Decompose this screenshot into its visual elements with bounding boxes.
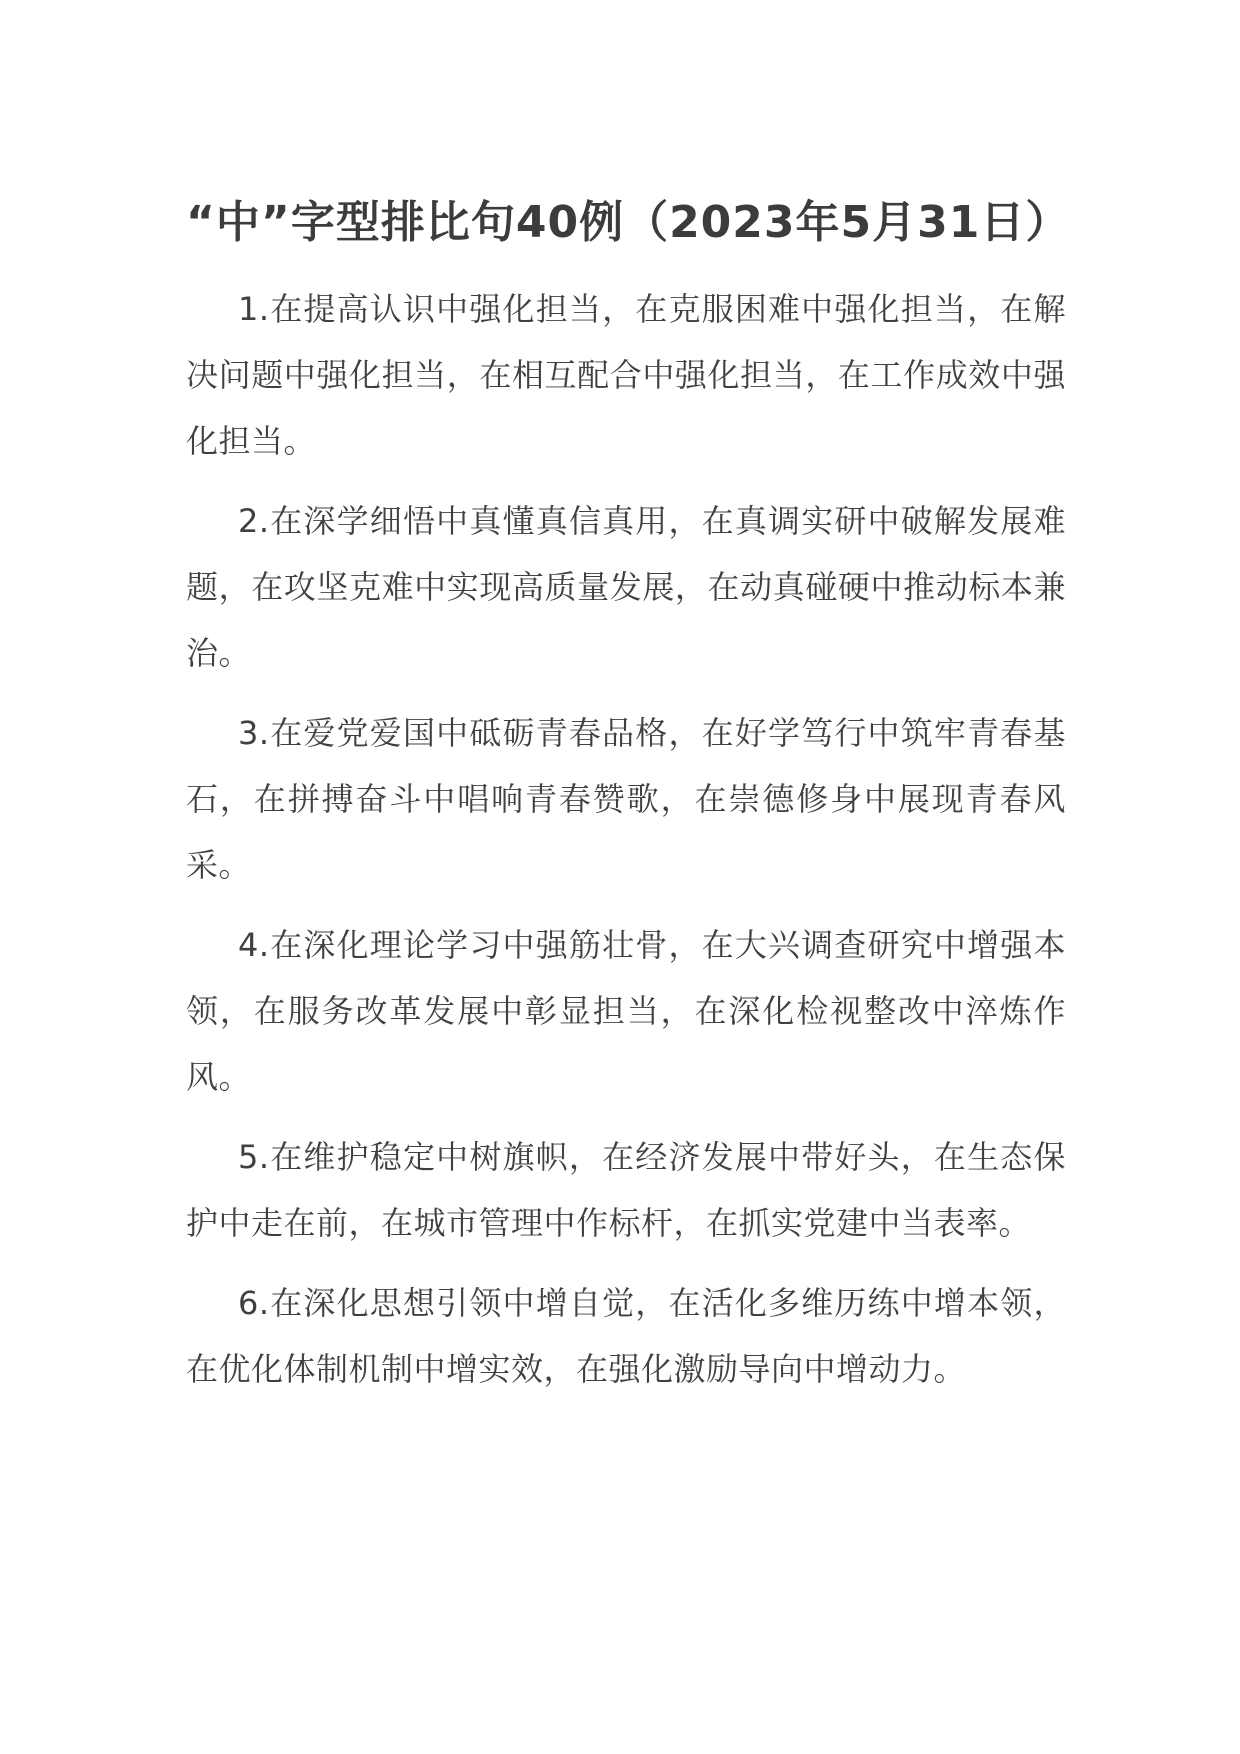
list-item: 1.在提高认识中强化担当，在克服困难中强化担当，在解决问题中强化担当，在相互配合中强化担当，在工作成效中强化担当。 [186,290,1066,460]
list-item: 2.在深学细悟中真懂真信真用，在真调实研中破解发展难题，在攻坚克难中实现高质量发展，在动真碰硬中推动标本兼治。 [186,502,1066,672]
list-item: 5.在维护稳定中树旗帜，在经济发展中带好头，在生态保护中走在前，在城市管理中作标杆，在抓实党建中当表率。 [186,1138,1066,1242]
list-item: 4.在深化理论学习中强筋壮骨，在大兴调查研究中增强本领，在服务改革发展中彰显担当，在深化检视整改中淬炼作风。 [186,926,1066,1096]
document-page [186,190,1071,1416]
list-item: 3.在爱党爱国中砥砺青春品格，在好学笃行中筑牢青春基石，在拼搏奋斗中唱响青春赞歌，在崇德修身中展现青春风采。 [186,714,1066,884]
list-item: 6.在深化思想引领中增自觉，在活化多维历练中增本领，在优化体制机制中增实效，在强化激励导向中增动力。 [186,1284,1066,1388]
document-title: “中”字型排比句40例（2023年5月31日） [186,197,1071,248]
